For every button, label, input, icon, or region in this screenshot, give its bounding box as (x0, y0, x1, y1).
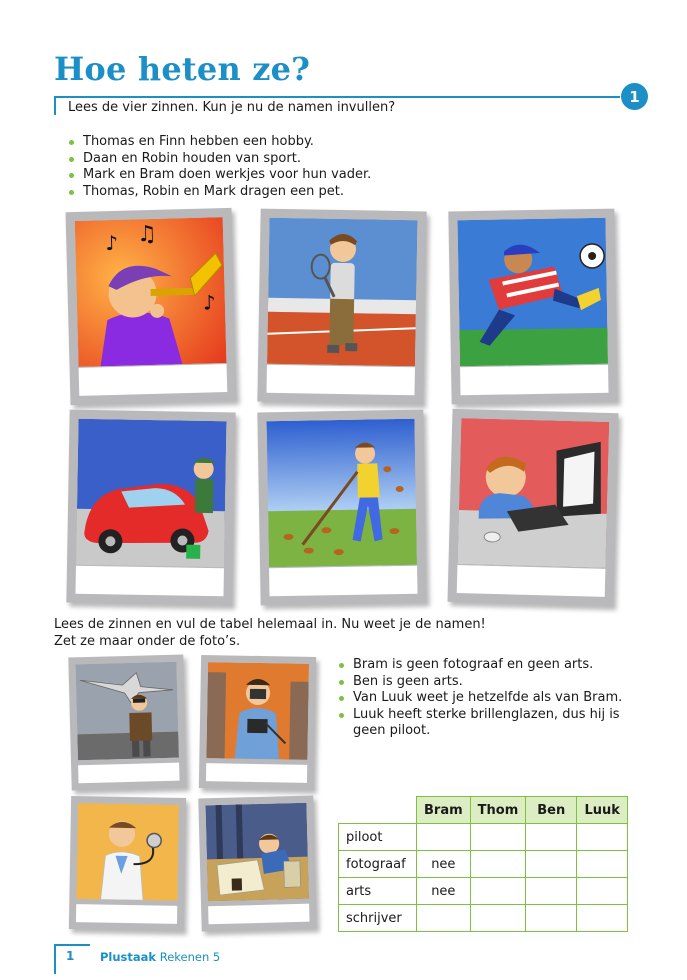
column-header: Thom (470, 797, 526, 824)
title-rule (54, 96, 620, 98)
table-cell[interactable] (470, 905, 526, 932)
table-cell[interactable] (526, 851, 577, 878)
clue-item: Daan en Robin houden van sport. (68, 151, 371, 168)
page-number: 1 (66, 949, 75, 963)
football-player-image (457, 218, 608, 367)
name-field[interactable] (76, 904, 177, 924)
table-cell[interactable] (470, 878, 526, 905)
photo-writer (198, 796, 316, 932)
name-field[interactable] (78, 763, 179, 784)
table-cell[interactable] (577, 878, 628, 905)
table-row (339, 905, 628, 932)
exercise2-instruction-line: Zet ze maar onder de foto’s. (54, 633, 241, 649)
exercise1-instruction: Lees de vier zinnen. Kun je nu de namen invullen? (68, 100, 396, 115)
name-field[interactable] (79, 364, 228, 396)
row-label: piloot (339, 824, 417, 851)
name-field[interactable] (208, 904, 309, 925)
row-label: fotograaf (339, 851, 417, 878)
svg-text:♪: ♪ (105, 230, 119, 256)
doctor-image (76, 803, 179, 901)
photo-football-player (448, 209, 617, 405)
table-cell[interactable] (470, 824, 526, 851)
footer-rule-horizontal (54, 944, 90, 946)
table-row (339, 851, 628, 878)
footer-subject: Rekenen 5 (159, 950, 221, 964)
table-cell[interactable] (526, 878, 577, 905)
table-row (339, 878, 628, 905)
exercise1-clues (68, 134, 371, 200)
name-field[interactable] (266, 365, 414, 396)
table-cell[interactable] (577, 851, 628, 878)
photo-trumpet-player (66, 208, 237, 405)
row-label: schrijver (339, 905, 417, 932)
tennis-player-image (267, 218, 418, 367)
table-cell[interactable] (470, 851, 526, 878)
trumpet-player-image (75, 217, 227, 367)
table-cell[interactable] (526, 824, 577, 851)
exercise2-instruction (54, 617, 486, 650)
exercise2-instruction-line: Lees de zinnen en vul de tabel helemaal in. Nu weet je de namen! (54, 617, 486, 632)
table-cell[interactable] (577, 824, 628, 851)
name-field[interactable] (460, 365, 608, 396)
leaf-raker-image (266, 419, 417, 568)
photo-photographer (199, 655, 316, 790)
clue-item: Luuk heeft sterke brillenglazen, dus hij is geen piloot. (338, 707, 628, 740)
name-field[interactable] (457, 565, 606, 597)
name-field[interactable] (75, 566, 223, 597)
page-title: Hoe heten ze? (54, 50, 311, 88)
table-cell[interactable]: nee (417, 851, 471, 878)
logic-table (338, 796, 628, 932)
photographer-image (206, 662, 309, 760)
name-field[interactable] (269, 566, 417, 597)
photo-leaf-raker (257, 410, 426, 606)
clue-item: Thomas en Finn hebben een hobby. (68, 134, 371, 151)
pilot-image (75, 662, 178, 761)
clue-item: Thomas, Robin en Mark dragen een pet. (68, 184, 371, 201)
title-rule-vertical (54, 97, 56, 115)
exercise2-clues (338, 657, 628, 740)
table-corner-cell (339, 797, 417, 824)
row-label: arts (339, 878, 417, 905)
column-header: Bram (417, 797, 471, 824)
svg-text:♫: ♫ (136, 221, 158, 248)
clue-item: Van Luuk weet je hetzelfde als van Bram. (338, 690, 628, 707)
table-row (339, 824, 628, 851)
table-cell[interactable] (526, 905, 577, 932)
writer-image (205, 803, 308, 902)
photo-tennis-player (257, 209, 426, 405)
table-cell[interactable]: nee (417, 878, 471, 905)
photo-doctor (69, 796, 186, 931)
photo-computer-user (448, 409, 619, 606)
clue-item: Ben is geen arts. (338, 674, 628, 691)
clue-item: Bram is geen fotograaf en geen arts. (338, 657, 628, 674)
column-header: Luuk (577, 797, 628, 824)
footer-series: Plustaak (100, 950, 157, 964)
footer-book-title (100, 950, 220, 964)
footer-rule (54, 944, 56, 974)
computer-user-image (457, 418, 609, 568)
photo-pilot (68, 655, 186, 791)
exercise-number-badge: 1 (621, 83, 648, 110)
table-header-row (339, 797, 628, 824)
car-washer-image (76, 419, 227, 568)
table-cell[interactable] (417, 905, 471, 932)
column-header: Ben (526, 797, 577, 824)
table-cell[interactable] (577, 905, 628, 932)
svg-text:♪: ♪ (202, 290, 216, 315)
name-field[interactable] (206, 763, 307, 783)
table-cell[interactable] (417, 824, 471, 851)
photo-car-washer (66, 410, 235, 606)
clue-item: Mark en Bram doen werkjes voor hun vader. (68, 167, 371, 184)
